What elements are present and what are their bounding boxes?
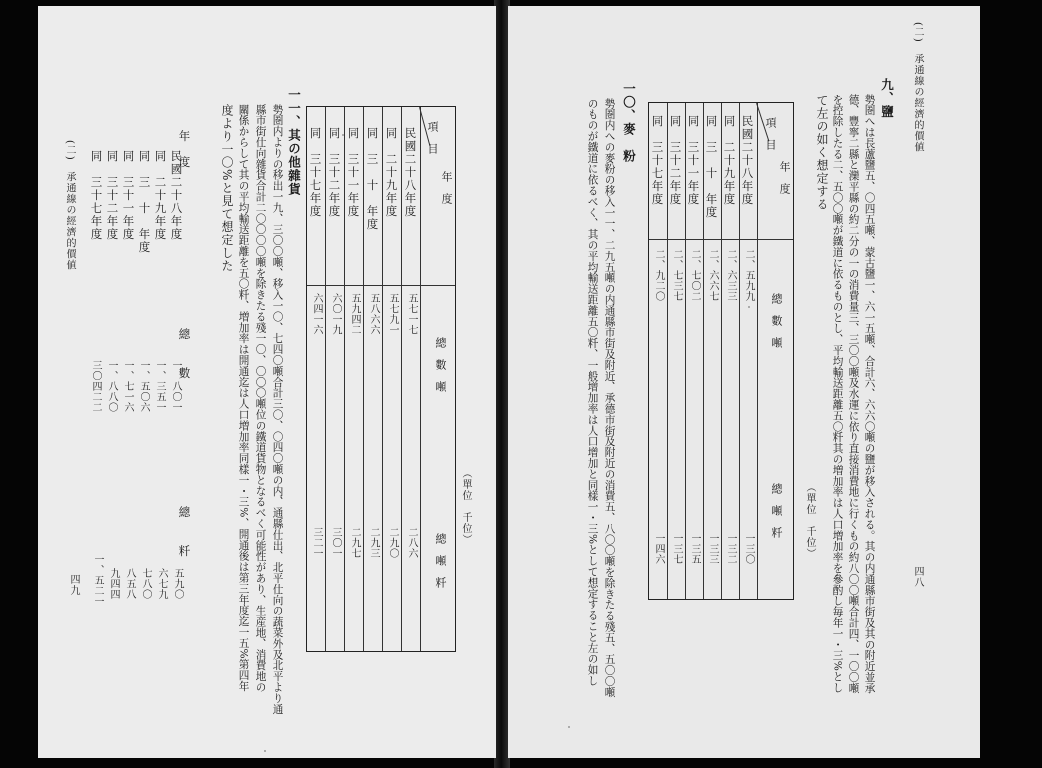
table-header-ton: 總 數 噸 (434, 337, 447, 392)
page-number: 四九 (68, 574, 79, 596)
section-heading-flour: 一〇、麥 粉 (621, 82, 637, 163)
table-header-year: 年 度 (440, 171, 453, 204)
table-year: 同 三十二年度 (327, 127, 342, 218)
table-ton-km: 二九〇 (387, 527, 398, 559)
list-year: 同 三十二年度 (105, 150, 120, 241)
table-header-ton-km: 總 噸 粁 (434, 533, 447, 588)
list-ton: 一、七一六 (122, 360, 133, 413)
paragraph-line: 關係からして其の平均輸送距離を五〇粁、増加率は開通迄は人口増加率同樣一・三%、開通後は第三年度迄一五%第四年 (237, 104, 250, 692)
left-page (38, 6, 496, 758)
table-ton: 二、七〇二 (689, 249, 700, 302)
table-unit-note: （單位 千位） (460, 468, 471, 545)
page-number: 四八 (912, 566, 923, 588)
paragraph-line: 德、豐寧二縣と灤平縣の約二分の一の消費量三、三〇〇噸及水運に依り直接消費地に行くもの約八〇〇噸合計四、一〇〇噸 (847, 94, 860, 694)
list-year: 同 二十九年度 (153, 150, 168, 241)
list-ton: 一、八八〇 (106, 360, 117, 413)
paragraph-line: 勢圏内よりの移出一九、三〇〇噸、移入一〇、七四〇噸合計三〇、〇四〇噸の内、通縣仕出、北平仕向の蔬菜外及北平より通 (271, 104, 284, 715)
table-ton-km: 二九七 (349, 527, 360, 559)
table-ton-km: 一三五 (689, 533, 700, 565)
table-header-ton: 總 數 噸 (770, 293, 783, 348)
table-year: 同 三十一年度 (686, 115, 701, 206)
table-year: 同 三 十 年度 (365, 127, 380, 231)
table-ton: 六〇一九 (330, 293, 341, 335)
table-header-item: 項 目 (426, 121, 439, 154)
table-ton-km: 一三二 (725, 533, 736, 565)
table-year: 同 三十一年度 (346, 127, 361, 218)
table-ton: 五八六六 (368, 293, 379, 335)
table-ton: 五七一七 (406, 293, 417, 335)
table-year: 同 三十七年度 (650, 115, 665, 206)
list-header-ton-km: 總 粁 (177, 506, 192, 558)
paragraph-line: て左の如く想定する (815, 94, 829, 211)
list-ton-km: 九四四 (108, 568, 119, 600)
list-ton: 三〇四二二 (90, 360, 101, 413)
table-header-year: 年 度 (778, 161, 791, 194)
table-ton: 五九四二 (349, 293, 360, 335)
table-ton-km: 三二一 (311, 527, 322, 559)
list-year: 同 三十一年度 (121, 150, 136, 241)
list-year: 同 三十七年度 (89, 150, 104, 241)
table-ton: 二、六三三 (725, 249, 736, 302)
running-head: (二) 承通線の經濟的價値 (912, 22, 923, 153)
table-year: 民國二十八年度 (403, 127, 418, 218)
running-head: (二) 承通線の經濟的價値 (64, 140, 75, 271)
list-ton-km: 六七九 (156, 568, 167, 600)
table-ton-km: 二九三 (368, 527, 379, 559)
table-ton: 六四一六 (311, 293, 322, 335)
table-year: 民國二十八年度 (740, 115, 755, 206)
table-ton: 二、五九九 (743, 249, 754, 302)
list-ton: 一、三五一 (154, 360, 165, 413)
list-ton-km: 五九〇 (172, 568, 183, 600)
table-unit-note: （單位 千位） (804, 482, 815, 559)
table-year: 同 三十二年度 (668, 115, 683, 206)
paragraph-line: のものが鐵道に依るべく、其の平均輸送距離五〇粁、一般增加率は人口增加と同樣一・三%として想定すること左の如し (586, 98, 599, 687)
table-ton-km: 一三〇 (743, 533, 754, 565)
table-ton: 二、七三七 (671, 249, 682, 302)
table-misc-goods (306, 106, 456, 652)
paragraph-line: 縣市街仕向雜貨合計二〇〇〇〇噸を除きたる殘一〇、〇〇〇噸位の鐵道貨物となるべく可能性があり、生産地、消費地の (254, 104, 267, 693)
table-ton: 二、六六七 (707, 249, 718, 302)
paragraph-line: 勢圏内への麥粉の移入一一、二九五噸の内通縣市街及附近、承德市街及附近の消費五、八〇〇噸を除きたる殘五、五〇〇噸 (603, 98, 616, 698)
table-ton-km: 一三三 (707, 533, 718, 565)
table-ton-km: 一四六 (653, 533, 664, 565)
list-header-ton: 總 數 (177, 328, 192, 380)
list-header-year: 年 度 (177, 130, 192, 169)
list-year: 同 三 十 年度 (137, 150, 152, 254)
list-ton-km: 七八〇 (140, 568, 151, 600)
table-year: 同 二十九年度 (722, 115, 737, 206)
paragraph-line: を控除したる二、五〇〇噸が鐵道に依るものとし、平均輸送距離五〇粁其の増加率は人口増加率を參酌し毎年一・三%とし (831, 94, 844, 693)
table-ton: 五七九一 (387, 293, 398, 335)
list-year: 民國二十八年度 (169, 150, 184, 241)
table-year: 同 三 十 年度 (704, 115, 719, 219)
table-year: 同 三十七年度 (308, 127, 323, 218)
paragraph-line: 勢圏へは長蘆鹽五、〇四五噸、蒙古鹽一、六一五噸、合計六、六六〇噸の鹽が移入される。其の内通縣市街及其の附近並承 (863, 94, 876, 694)
table-ton-km: 二八六 (406, 527, 417, 559)
list-ton: 一、八〇一 (170, 360, 181, 413)
table-header-item: 項 目 (764, 117, 777, 150)
table-salt (648, 102, 794, 600)
table-ton: 二、九二〇 (653, 249, 664, 302)
table-header-ton-km: 總 噸 粁 (770, 483, 783, 538)
right-page (508, 6, 980, 758)
section-heading: 一一、其の他雜貨 (286, 88, 302, 196)
list-ton: 一、五〇六 (138, 360, 149, 413)
list-ton-km: 八五八 (124, 568, 135, 600)
section-heading-salt: 九、鹽 (879, 78, 895, 119)
list-ton-km: 一、五二一 (92, 554, 103, 607)
table-year: 同 二十九年度 (384, 127, 399, 218)
table-ton-km: 一三七 (671, 533, 682, 565)
table-ton-km: 三〇一 (330, 527, 341, 559)
paragraph-line: 度より一〇%と見て想定した (220, 104, 234, 273)
